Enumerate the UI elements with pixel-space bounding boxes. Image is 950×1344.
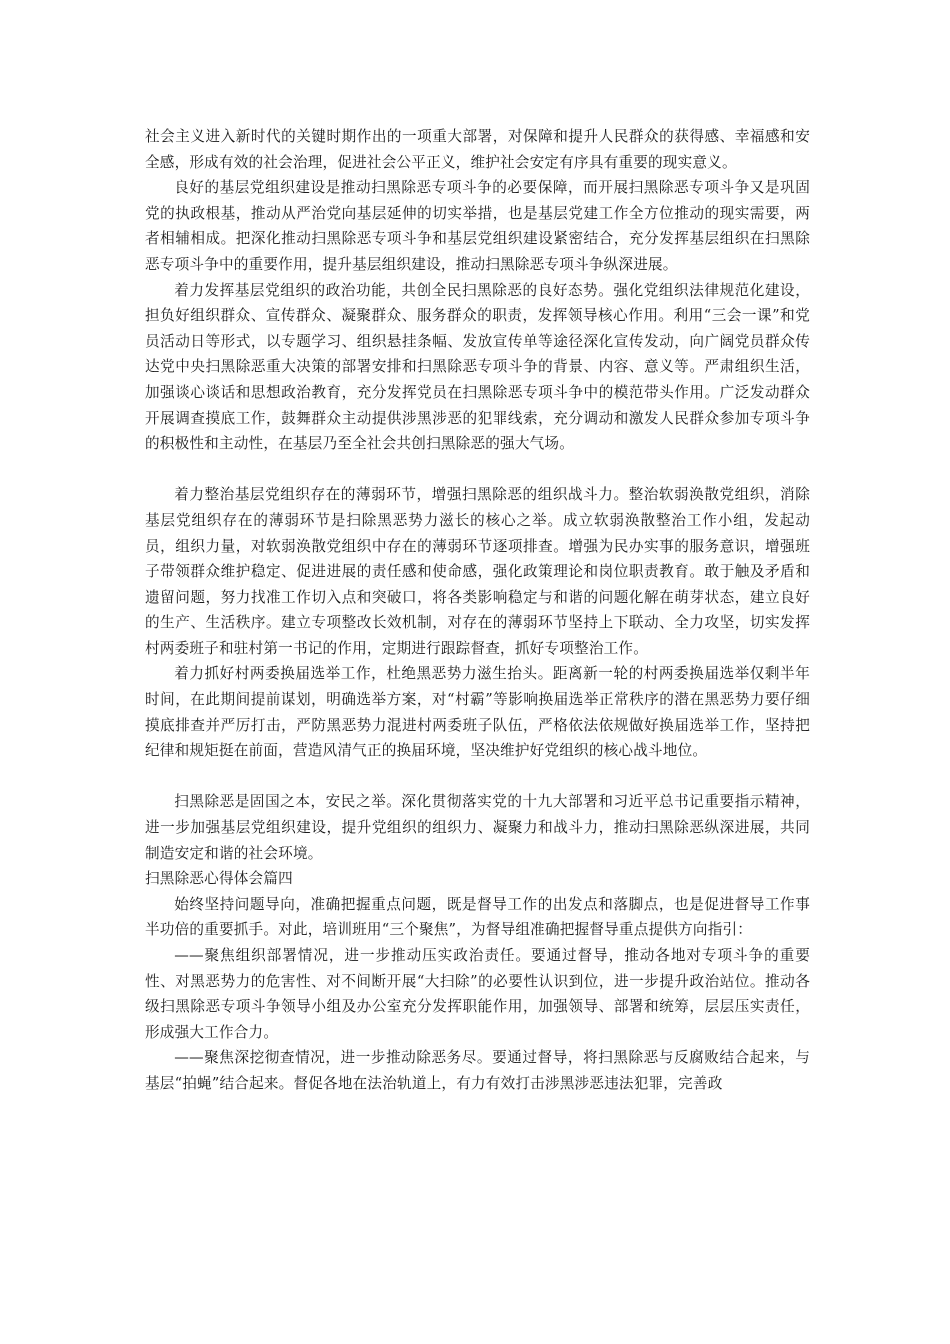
paragraph-4: 着力整治基层党组织存在的薄弱环节，增强扫黑除恶的组织战斗力。整治软弱涣散党组织，消除基层党组织存在的薄弱环节是扫除黑恶势力滋长的核心之举。成立软弱涣散整治工作小组，发起动员，组织力量，对软弱涣散党组织中存在的薄弱环节逐项排查。增强为民办实事的服务意识，增强班子带领群众维护稳定、促进进展的责任感和使命感，强化政策理论和岗位职责教育。敢于触及矛盾和遗留问题，努力找准工作切入点和突破口，将各类影响稳定与和谐的问题化解在萌芽状态，建立良好的生产、生活秩序。建立专项整改长效机制，对存在的薄弱环节坚持上下联动、全力攻坚，切实发挥村两委班子和驻村第一书记的作用，定期进行跟踪督查，抓好专项整治工作。 [145,486,810,657]
paragraph-6: 扫黑除恶是固国之本，安民之举。深化贯彻落实党的十九大部署和习近平总书记重要指示精神，进一步加强基层党组织建设，提升党组织的组织力、凝聚力和战斗力，推动扫黑除恶纵深进展，共同制造安定和谐的社会环境。 [145,793,810,862]
paragraph-9: ——聚焦深挖彻查情况，进一步推动除恶务尽。要通过督导，将扫黑除恶与反腐败结合起来，与基层“拍蝇”结合起来。督促各地在法治轨道上，有力有效打击涉黑涉恶违法犯罪，完善政 [145,1049,810,1092]
blank-line [145,764,810,790]
paragraph-3: 着力发挥基层党组织的政治功能，共创全民扫黑除恶的良好态势。强化党组织法律规范化建设，担负好组织群众、宣传群众、凝聚群众、服务群众的职责，发挥领导核心作用。利用“三会一课”和党员活动日等形式，以专题学习、组织悬挂条幅、发放宣传单等途径深化宣传发动，向广阔党员群众传达党中央扫黑除恶重大决策的部署安排和扫黑除恶专项斗争的背景、内容、意义等。严肃组织生活，加强谈心谈话和思想政治教育，充分发挥党员在扫黑除恶专项斗争中的模范带头作用。广泛发动群众开展调查摸底工作，鼓舞群众主动提供涉黑涉恶的犯罪线索，充分调动和激发人民群众参加专项斗争的积极性和主动性，在基层乃至全社会共创扫黑除恶的强大气场。 [145,281,810,453]
paragraph-7: 始终坚持问题导向，准确把握重点问题，既是督导工作的出发点和落脚点，也是促进督导工作事半功倍的重要抓手。对此，培训班用“三个聚焦”，为督导组准确把握督导重点提供方向指引： [145,895,810,939]
paragraph-2: 良好的基层党组织建设是推动扫黑除恶专项斗争的必要保障，而开展扫黑除恶专项斗争又是巩固党的执政根基，推动从严治党向基层延伸的切实举措，也是基层党建工作全方位推动的现实需要，两者相辅相成。把深化推动扫黑除恶专项斗争和基层党组织建设紧密结合，充分发挥基层组织在扫黑除恶专项斗争中的重要作用，提升基层组织建设，推动扫黑除恶专项斗争纵深进展。 [145,179,810,273]
paragraph-5: 着力抓好村两委换届选举工作，杜绝黑恶势力滋生抬头。距离新一轮的村两委换届选举仅剩半年时间，在此期间提前谋划，明确选举方案，对“村霸”等影响换届选举正常秩序的潜在黑恶势力要仔细摸底排查并严厉打击，严防黑恶势力混进村两委班子队伍，严格依法依规做好换届选举工作，坚持把纪律和规矩挺在前面，营造风清气正的换届环境，坚决维护好党组织的核心战斗地位。 [145,665,810,760]
document-page [145,124,810,1097]
section-heading: 扫黑除恶心得体会篇四 [145,870,293,888]
paragraph-1: 社会主义进入新时代的关键时期作出的一项重大部署，对保障和提升人民群众的获得感、幸福感和安全感，形成有效的社会治理，促进社会公平正义，维护社会安定有序具有重要的现实意义。 [145,128,810,171]
paragraph-8: ——聚焦组织部署情况，进一步推动压实政治责任。要通过督导，推动各地对专项斗争的重要性、对黑恶势力的危害性、对不间断开展“大扫除”的必要性认识到位，进一步提升政治站位。推动各级扫黑除恶专项斗争领导小组及办公室充分发挥职能作用，加强领导、部署和统筹，层层压实责任，形成强大工作合力。 [145,947,810,1041]
blank-line [145,457,810,483]
